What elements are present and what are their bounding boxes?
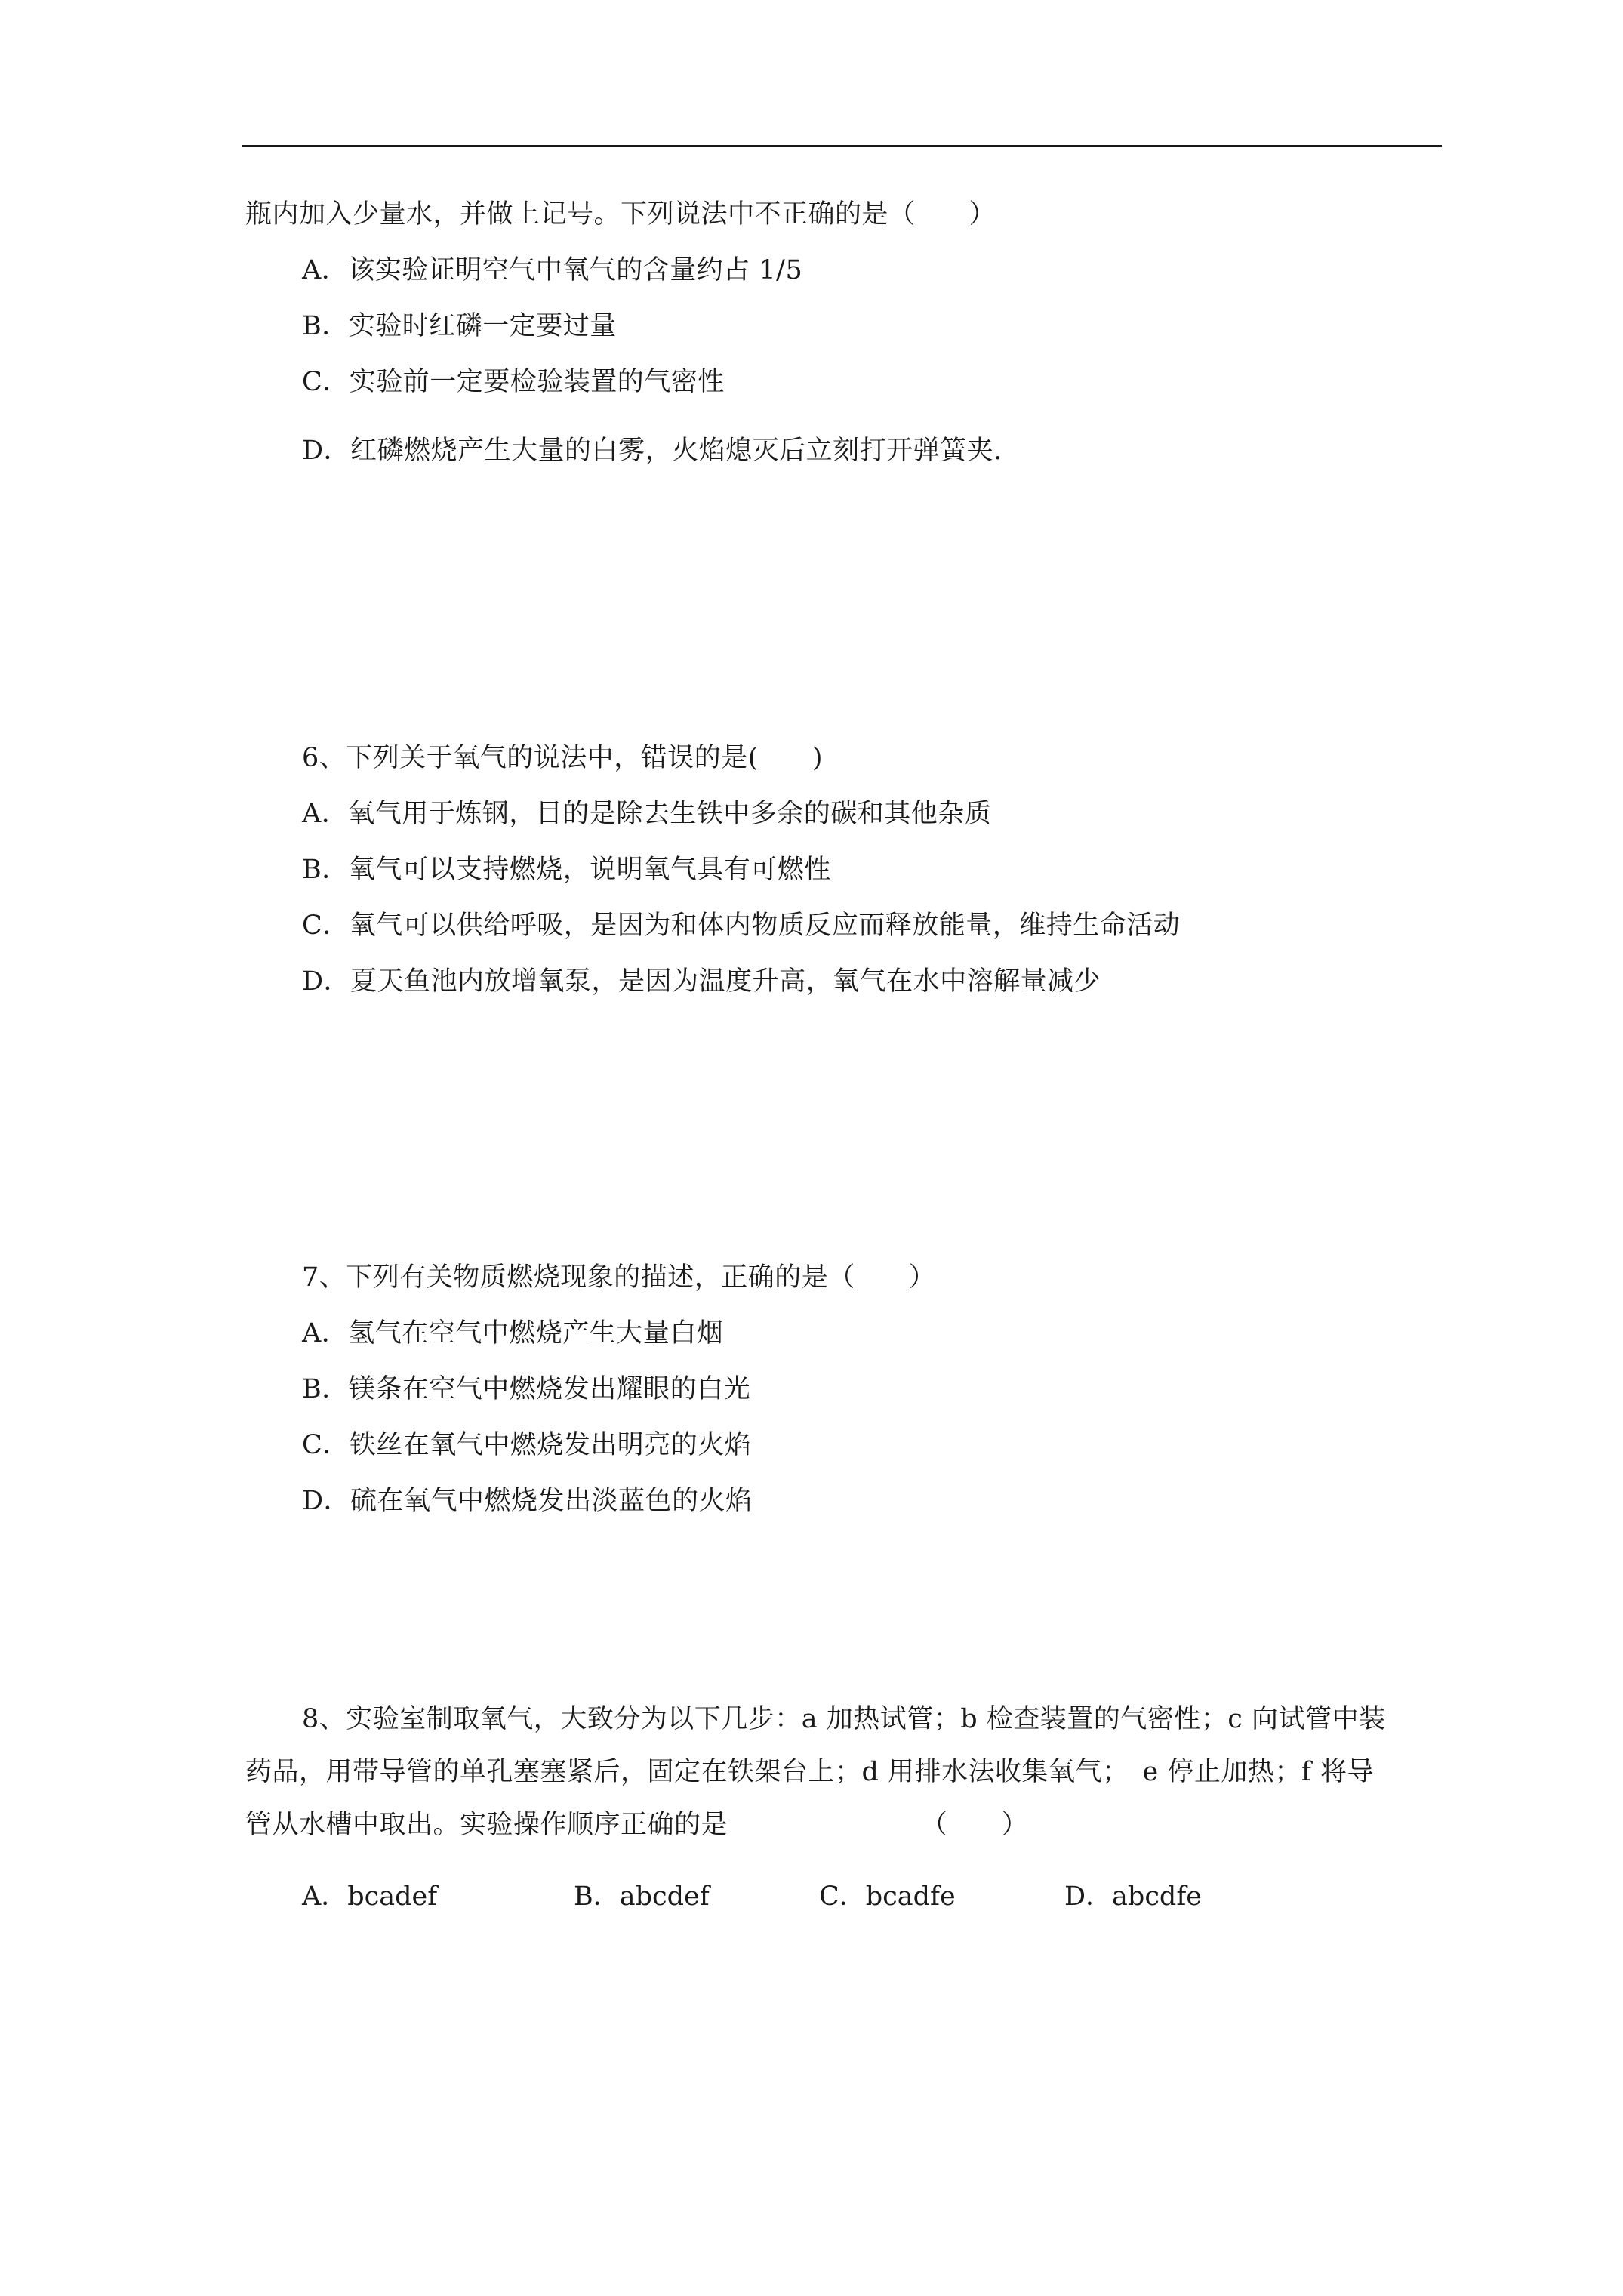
q8-option-d: D．abcdfe [1064, 1881, 1203, 1912]
q8-stem-line-2: 药品，用带导管的单孔塞塞紧后，固定在铁架台上；d 用排水法收集氧气； e 停止加热；f 将导 [245, 1757, 1374, 1787]
q5-option-d: D．红磷燃烧产生大量的白雾，火焰熄灭后立刻打开弹簧夹. [302, 436, 1002, 466]
q6-option-c: C．氧气可以供给呼吸，是因为和体内物质反应而释放能量，维持生命活动 [302, 911, 1181, 941]
q5-option-b: B．实验时红磷一定要过量 [302, 311, 617, 341]
q6-option-b: B．氧气可以支持燃烧，说明氧气具有可燃性 [302, 855, 831, 885]
q8-option-a: A．bcadef [302, 1881, 438, 1912]
q7-option-b: B．镁条在空气中燃烧发出耀眼的白光 [302, 1374, 751, 1404]
q6-option-d: D．夏天鱼池内放增氧泵，是因为温度升高，氧气在水中溶解量减少 [302, 966, 1101, 997]
header-rule [242, 145, 1442, 147]
q8-stem-line-3: 管从水槽中取出。实验操作顺序正确的是 [245, 1810, 728, 1840]
q8-stem-line-1: 8、实验室制取氧气，大致分为以下几步：a 加热试管；b 检查装置的气密性；c 向试管中装 [302, 1704, 1386, 1734]
q5-option-c: C．实验前一定要检验装置的气密性 [302, 367, 725, 397]
q7-option-a: A．氢气在空气中燃烧产生大量白烟 [302, 1318, 724, 1348]
q8-option-c: C．bcadfe [819, 1881, 956, 1912]
q8-option-b: B．abcdef [574, 1881, 710, 1912]
q7-stem: 7、下列有关物质燃烧现象的描述，正确的是（ ） [302, 1262, 936, 1293]
q6-option-a: A．氧气用于炼钢，目的是除去生铁中多余的碳和其他杂质 [302, 799, 992, 829]
q8-answer-blank: （ ） [921, 1810, 1029, 1840]
q7-option-d: D．硫在氧气中燃烧发出淡蓝色的火焰 [302, 1486, 753, 1516]
q5-stem-continued: 瓶内加入少量水，并做上记号。下列说法中不正确的是（ ） [245, 199, 996, 230]
q6-stem: 6、下列关于氧气的说法中，错误的是( ) [302, 743, 824, 773]
q5-option-a: A．该实验证明空气中氧气的含量约占 1/5 [302, 255, 803, 285]
q7-option-c: C．铁丝在氧气中燃烧发出明亮的火焰 [302, 1430, 752, 1460]
q8-options-row [302, 1880, 1359, 1913]
